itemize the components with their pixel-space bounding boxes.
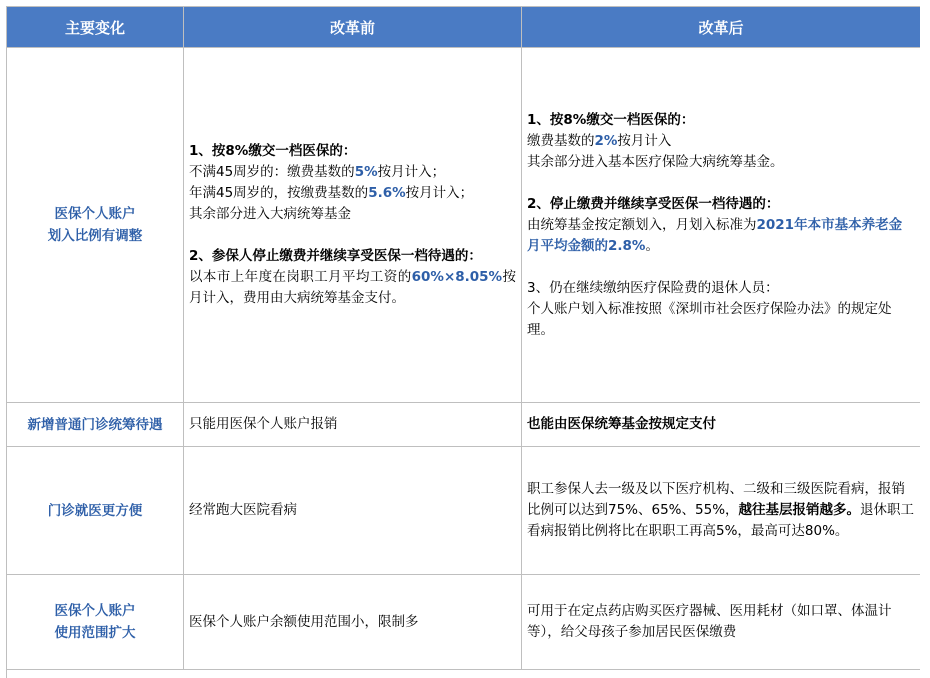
- before-cell: 只能用医保个人账户报销: [184, 403, 522, 447]
- after-cell: 也能由医保统筹基金按规定支付: [522, 403, 921, 447]
- comparison-table: [6, 6, 920, 678]
- section-title: 2、参保人停止缴费并继续享受医保一档待遇的：: [189, 248, 482, 264]
- text: 职工参保人去一级及以下医疗机构、二级和三级医院看病，报销比例可以达到75%、65%、55%，: [527, 481, 905, 518]
- emphasis-text: 越往基层报销越多。: [738, 502, 861, 518]
- row-label-line: 医保个人账户: [54, 206, 136, 222]
- text-line: [189, 162, 516, 183]
- header-row: [7, 7, 921, 48]
- before-cell: [184, 48, 522, 403]
- highlight-value: 2021年本市基本养老金月平均金额的2.8%: [527, 216, 903, 254]
- text-paragraph: 个人账户划入标准按照《深圳市社会医疗保险办法》的规定处理。: [527, 300, 892, 338]
- text-line: 其余部分进入大病统筹基金: [189, 206, 351, 222]
- text: 缴费基数的: [527, 132, 595, 149]
- section-title: 1、按8%缴交一档医保的：: [527, 111, 695, 128]
- text: 由统筹基金按定额划入，月划入标准为: [527, 216, 757, 233]
- table-row: [7, 403, 921, 447]
- header-main-change: 主要变化: [7, 7, 184, 48]
- text: 按月计入；: [377, 164, 446, 180]
- after-cell: 可用于在定点药店购买医疗器械、医用耗材（如口罩、体温计等），给父母孩子参加居民医保缴费: [522, 575, 921, 670]
- row-label-line: 门诊就医更方便: [47, 502, 143, 519]
- text: 按月计入；: [405, 185, 474, 201]
- highlight-value: 2%: [594, 132, 618, 149]
- after-cell: [522, 48, 921, 403]
- comparison-table-wrapper: [6, 6, 920, 678]
- text: 年满45周岁的，按缴费基数的: [189, 185, 369, 201]
- highlight-value: 5.6%: [368, 185, 406, 201]
- row-label: [7, 447, 184, 575]
- text-paragraph: [189, 267, 516, 309]
- text: 按月计入: [617, 132, 672, 149]
- after-cell: [522, 447, 921, 575]
- text: 按月计入，费用由大病统筹基金支付。: [189, 269, 517, 306]
- before-cell: 医保个人账户余额使用范围小，限制多: [184, 575, 522, 670]
- text: 以本市上年度在岗职工月平均工资的: [189, 269, 412, 285]
- text-line: [527, 131, 915, 152]
- section-title: 2、停止缴费并继续享受医保一档待遇的：: [527, 195, 780, 212]
- section-title: 1、按8%缴交一档医保的：: [189, 143, 357, 159]
- text-line: 其余部分进入基本医疗保险大病统筹基金。: [527, 153, 784, 170]
- row-label: [7, 48, 184, 403]
- table-row: [7, 447, 921, 575]
- text: 。: [645, 237, 659, 254]
- row-label: [7, 575, 184, 670]
- text-paragraph: [527, 215, 915, 257]
- highlight-value: 5%: [354, 164, 378, 180]
- highlight-value: 60%×8.05%: [411, 269, 503, 285]
- text-line: [189, 183, 516, 204]
- table-row: [7, 48, 921, 403]
- table-row-partial: [7, 670, 921, 678]
- header-before: 改革前: [184, 7, 522, 48]
- text: 退休职工看病报销比例将比在职职工再高5%，最高可达80%。: [527, 502, 915, 539]
- row-label-line: 医保个人账户: [54, 603, 136, 619]
- text: 不满45周岁的：缴费基数的: [189, 164, 355, 180]
- row-label-line: 划入比例有调整: [47, 228, 143, 244]
- header-after: 改革后: [522, 7, 921, 48]
- before-cell: 经常跑大医院看病: [184, 447, 522, 575]
- table-row: [7, 575, 921, 670]
- row-label-line: 使用范围扩大: [54, 625, 136, 641]
- text-line: 3、仍在继续缴纳医疗保险费的退休人员：: [527, 279, 779, 296]
- row-label: [7, 403, 184, 447]
- row-label-line: 新增普通门诊统筹待遇: [27, 416, 163, 433]
